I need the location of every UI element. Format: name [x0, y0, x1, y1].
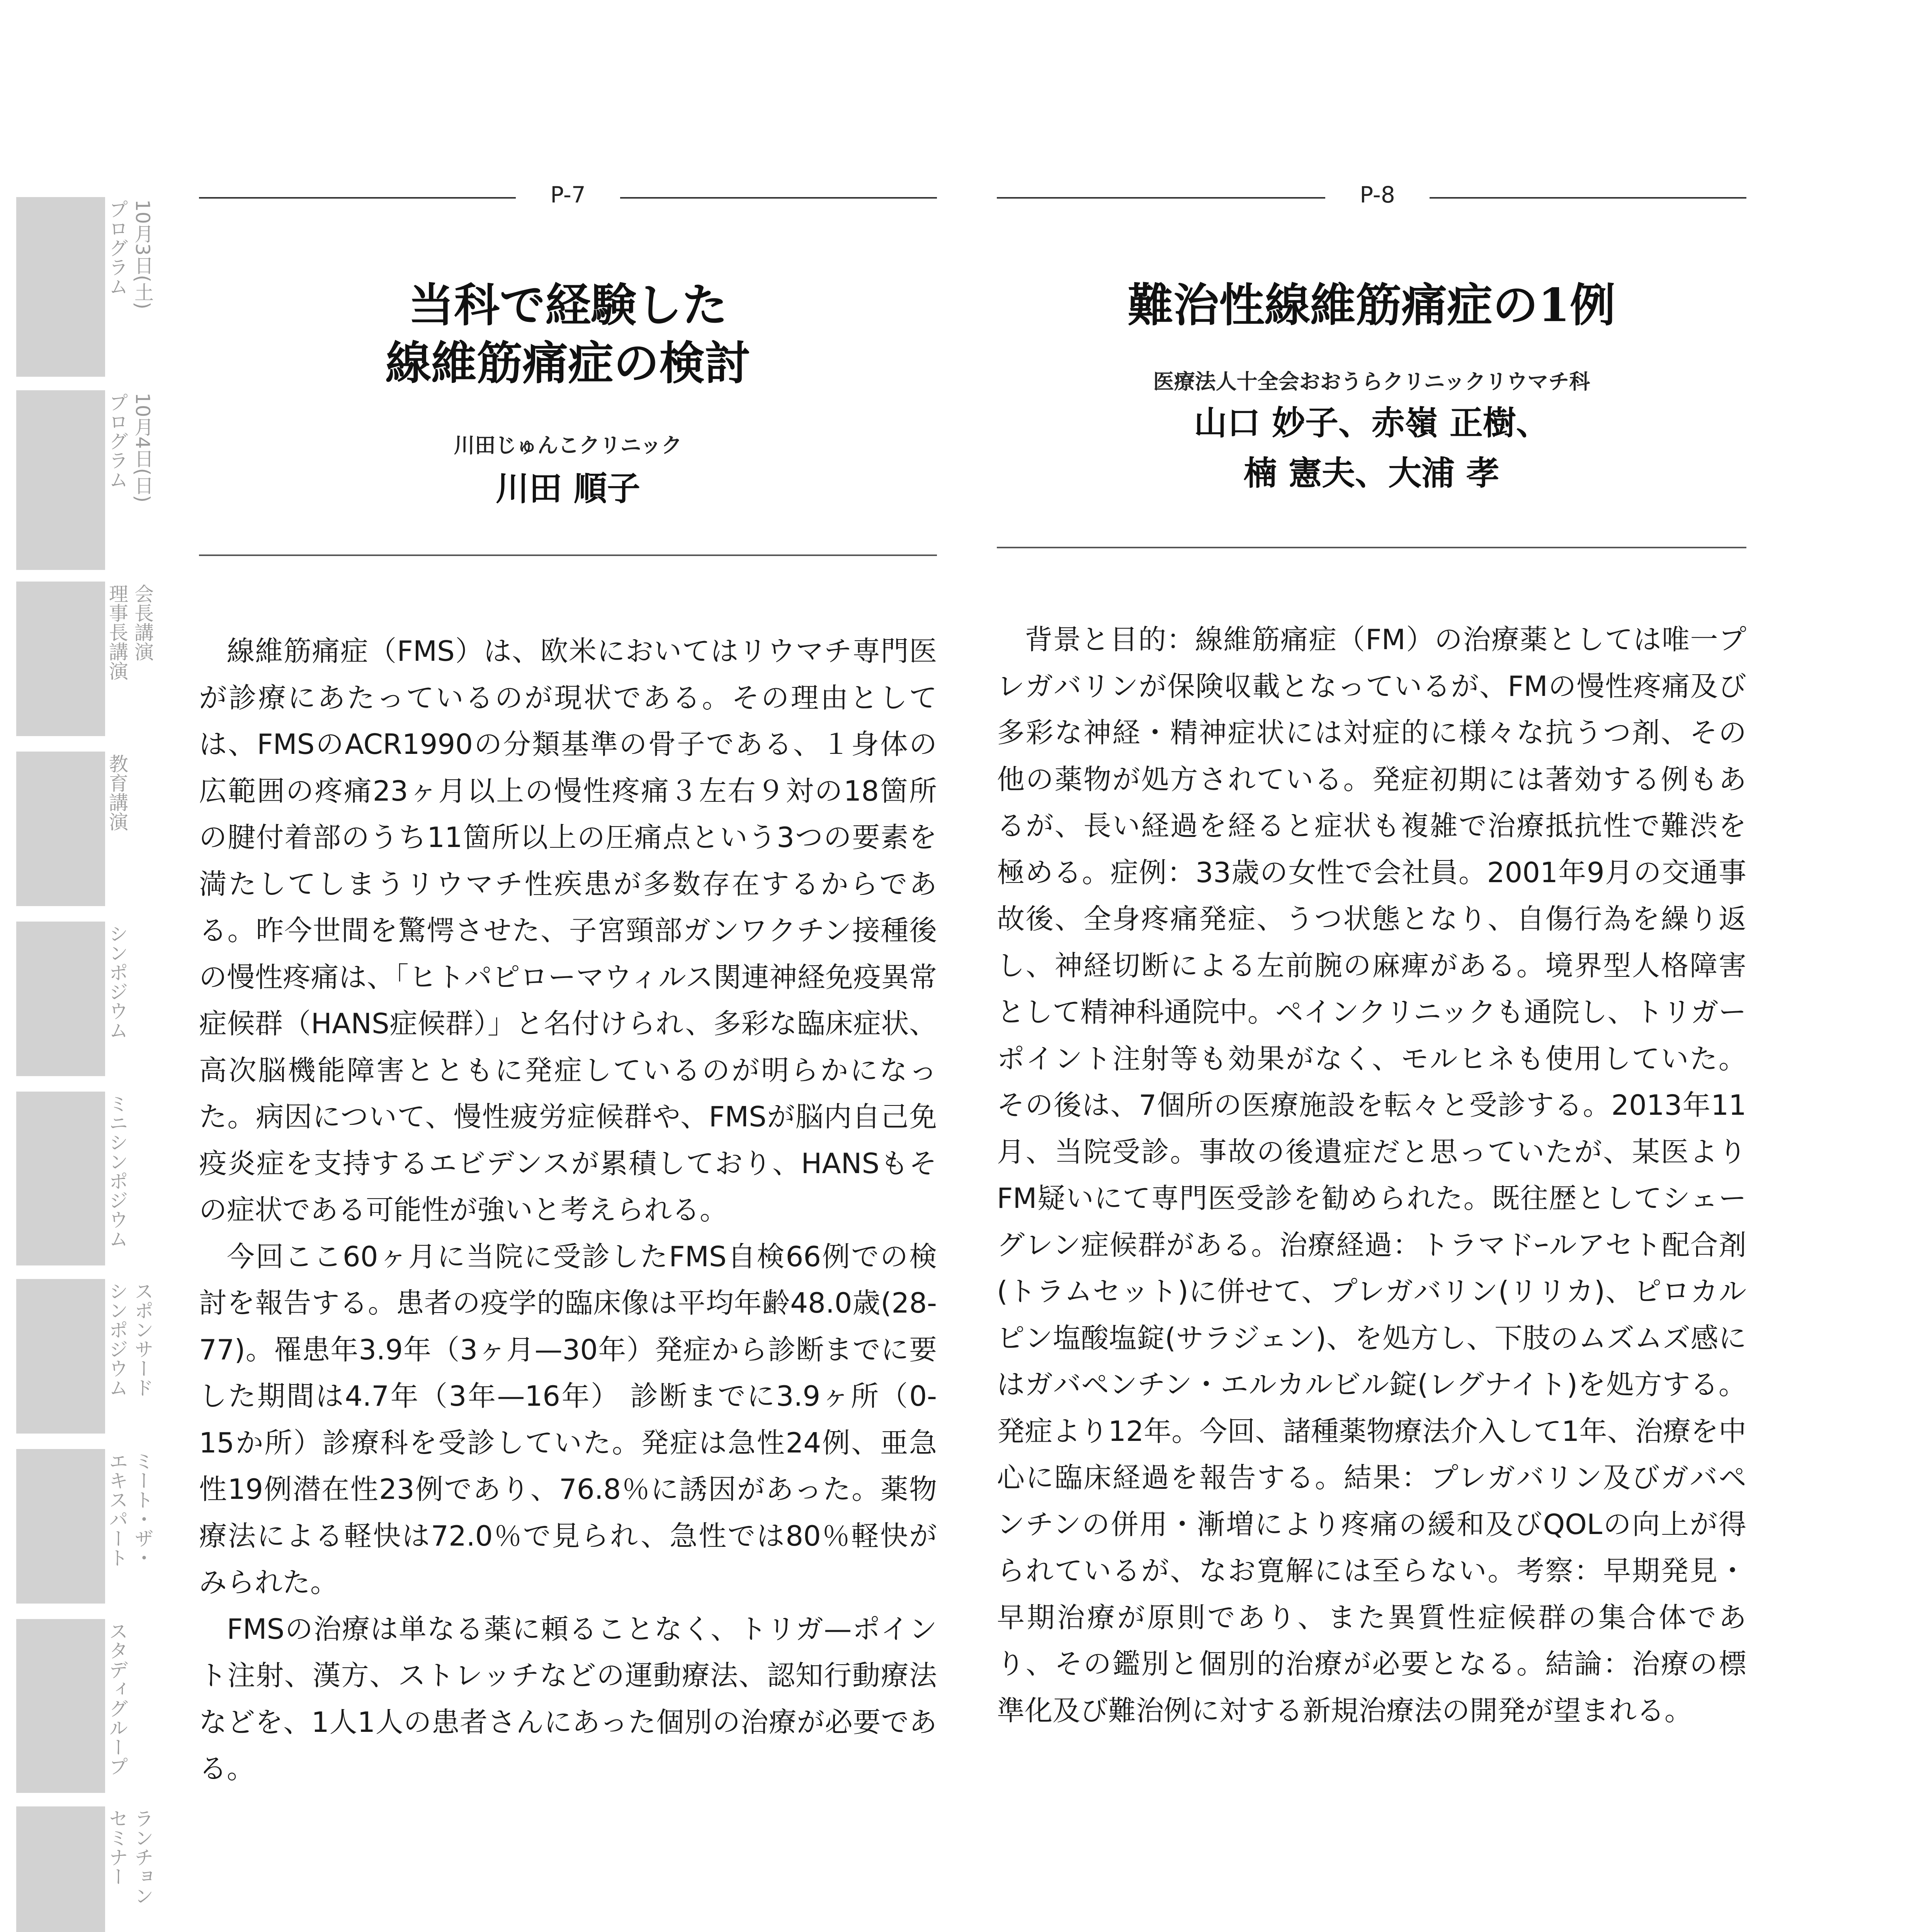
tab-label: スタディグループ — [106, 1621, 128, 1776]
paragraph: 今回ここ60ヶ月に当院に受診したFMS自検66例での検討を報告する。患者の疫学的臨床像は平均年齢48.0歳(28-77)。罹患年3.9年（3ヶ月—30年）発症から診断までに要した期間は4.7年（3年—16年） 診断までに3.9ヶ所（0-15か所）診療科を受診していた。発症は急性24例、亜急性19例潜在性23例であり、76.8％に誘因があった。薬物療法による軽快は72.0％で見られ、急性では80％軽快がみられた。 — [199, 1240, 937, 1599]
tab-label: 10月4日(日) プログラム — [106, 393, 154, 503]
tab-label: 教育講演 — [106, 754, 128, 831]
abstract-title — [199, 276, 937, 392]
abstract-body — [199, 628, 937, 1792]
tab-label: ランチョン セミナー — [106, 1809, 154, 1905]
tab-meet-the-expert[interactable] — [16, 1449, 154, 1604]
tab-label: 会長講演 理事長講演 — [106, 584, 154, 680]
abstract-code: P-8 — [1360, 182, 1395, 208]
tab-study-group[interactable] — [16, 1619, 128, 1793]
paragraph: 線維筋痛症（FMS）は、欧米においてはリウマチ専門医が診療にあたっているのが現状である。その理由としては、FMSのACR1990の分類基準の骨子である、１身体の広範囲の疼痛23ヶ月以上の慢性疼痛３左右９対の18箇所の腱付着部のうち11箇所以上の圧痛点という3つの要素を満たしてしまうリウマチ性疾患が多数存在するからである。昨今世間を驚愕させた、子宮頸部ガンワクチン接種後の慢性疼痛は、「ヒトパピローマウィルス関連神経免疫異常症候群（HANS症候群）」と名付けられ、多彩な臨床症状、高次脳機能障害とともに発症しているのが明らかになった。病因について、慢性疲労症候群や、FMSが脳内自己免疫炎症を支持するエビデンスが累積しており、HANSもその症状である可能性が強いと考えられる。 — [199, 635, 937, 1226]
tab-label: スポンサード シンポジウム — [106, 1281, 154, 1397]
authors — [997, 398, 1746, 498]
tab-label: シンポジウム — [106, 924, 128, 1040]
authors: 川田 順子 — [496, 469, 640, 508]
tab-luncheon-seminar[interactable] — [16, 1806, 154, 1932]
tab-educational-lecture[interactable] — [16, 752, 128, 906]
header-rule — [620, 197, 937, 199]
abstract-title: 難治性線維筋痛症の1例 — [1127, 278, 1616, 332]
separator — [199, 554, 937, 556]
separator — [997, 547, 1746, 548]
title-line: 線維筋痛症の検討 — [385, 336, 750, 390]
tab-oct3-program[interactable] — [16, 197, 154, 377]
tab-presidential-lecture[interactable] — [16, 582, 154, 736]
tab-symposium[interactable] — [16, 922, 128, 1076]
paragraph: 背景と目的：線維筋痛症（FM）の治療薬としては唯一プレガバリンが保険収載となっているが、FMの慢性疼痛及び多彩な神経・精神症状には対症的に様々な抗うつ剤、その他の薬物が処方されている。発症初期には著効する例もあるが、長い経過を経ると症状も複雑で治療抵抗性で難渋を極める。症例：33歳の女性で会社員。2001年9月の交通事故後、全身疼痛発症、うつ状態となり、自傷行為を繰り返し、神経切断による左前腕の麻痺がある。境界型人格障害として精神科通院中。ペインクリニックも通院し、トリガーポイント注射等も効果がなく、モルヒネも使用していた。その後は、7個所の医療施設を転々と受診する。2013年11月、当院受診。事故の後遺症だと思っていたが、某医よりFM疑いにて専門医受診を勧められた。既往歴としてシェーグレン症候群がある。治療経過：トラマドｰルアセト配合剤(トラムセット)に併せて、プレガバリン(リリカ)、ピロカルピン塩酸塩錠(サラジェン)、を処方し、下肢のムズムズ感にはガバペンチン・エルカルビル錠(レグナイト)を処方する。発症より12年。今回、諸種薬物療法介入して1年、治療を中心に臨床経過を報告する。結果：プレガバリン及びガバペンチンの併用・漸増により疼痛の緩和及びQOLの向上が得られているが、なお寛解には至らない。考察：早期発見・早期治療が原則であり、また異質性症候群の集合体であり、その鑑別と個別的治療が必要となる。結論：治療の標準化及び難治例に対する新規治療法の開発が望まれる。 — [997, 623, 1746, 1727]
tab-label: ミニシンポジウム — [106, 1094, 128, 1248]
paragraph: FMSの治療は単なる薬に頼ることなく、トリガ—ポイント注射、漢方、ストレッチなどの運動療法、認知行動療法などを、1人1人の患者さんにあった個別の治療が必要である。 — [199, 1612, 937, 1785]
tab-oct4-program[interactable] — [16, 390, 154, 570]
header-rule — [1430, 197, 1746, 199]
tab-mini-symposium[interactable] — [16, 1092, 128, 1265]
tab-label: ミート・ザ・ エキスパート — [106, 1451, 154, 1567]
title-line: 当科で経験した — [408, 278, 728, 332]
abstract-body — [997, 616, 1746, 1734]
author-line: 山口 妙子、赤嶺 正樹、 — [1194, 403, 1549, 442]
tab-sponsored-symposium[interactable] — [16, 1279, 154, 1434]
abstract-code: P-7 — [550, 182, 586, 208]
affiliation: 川田じゅんこクリニック — [454, 433, 682, 457]
header-rule — [997, 197, 1325, 199]
affiliation: 医療法人十全会おおうらクリニックリウマチ科 — [1153, 369, 1590, 394]
tab-label: 10月3日(土) プログラム — [106, 199, 154, 310]
header-rule — [199, 197, 516, 199]
author-line: 楠 憲夫、大浦 孝 — [1244, 454, 1499, 493]
